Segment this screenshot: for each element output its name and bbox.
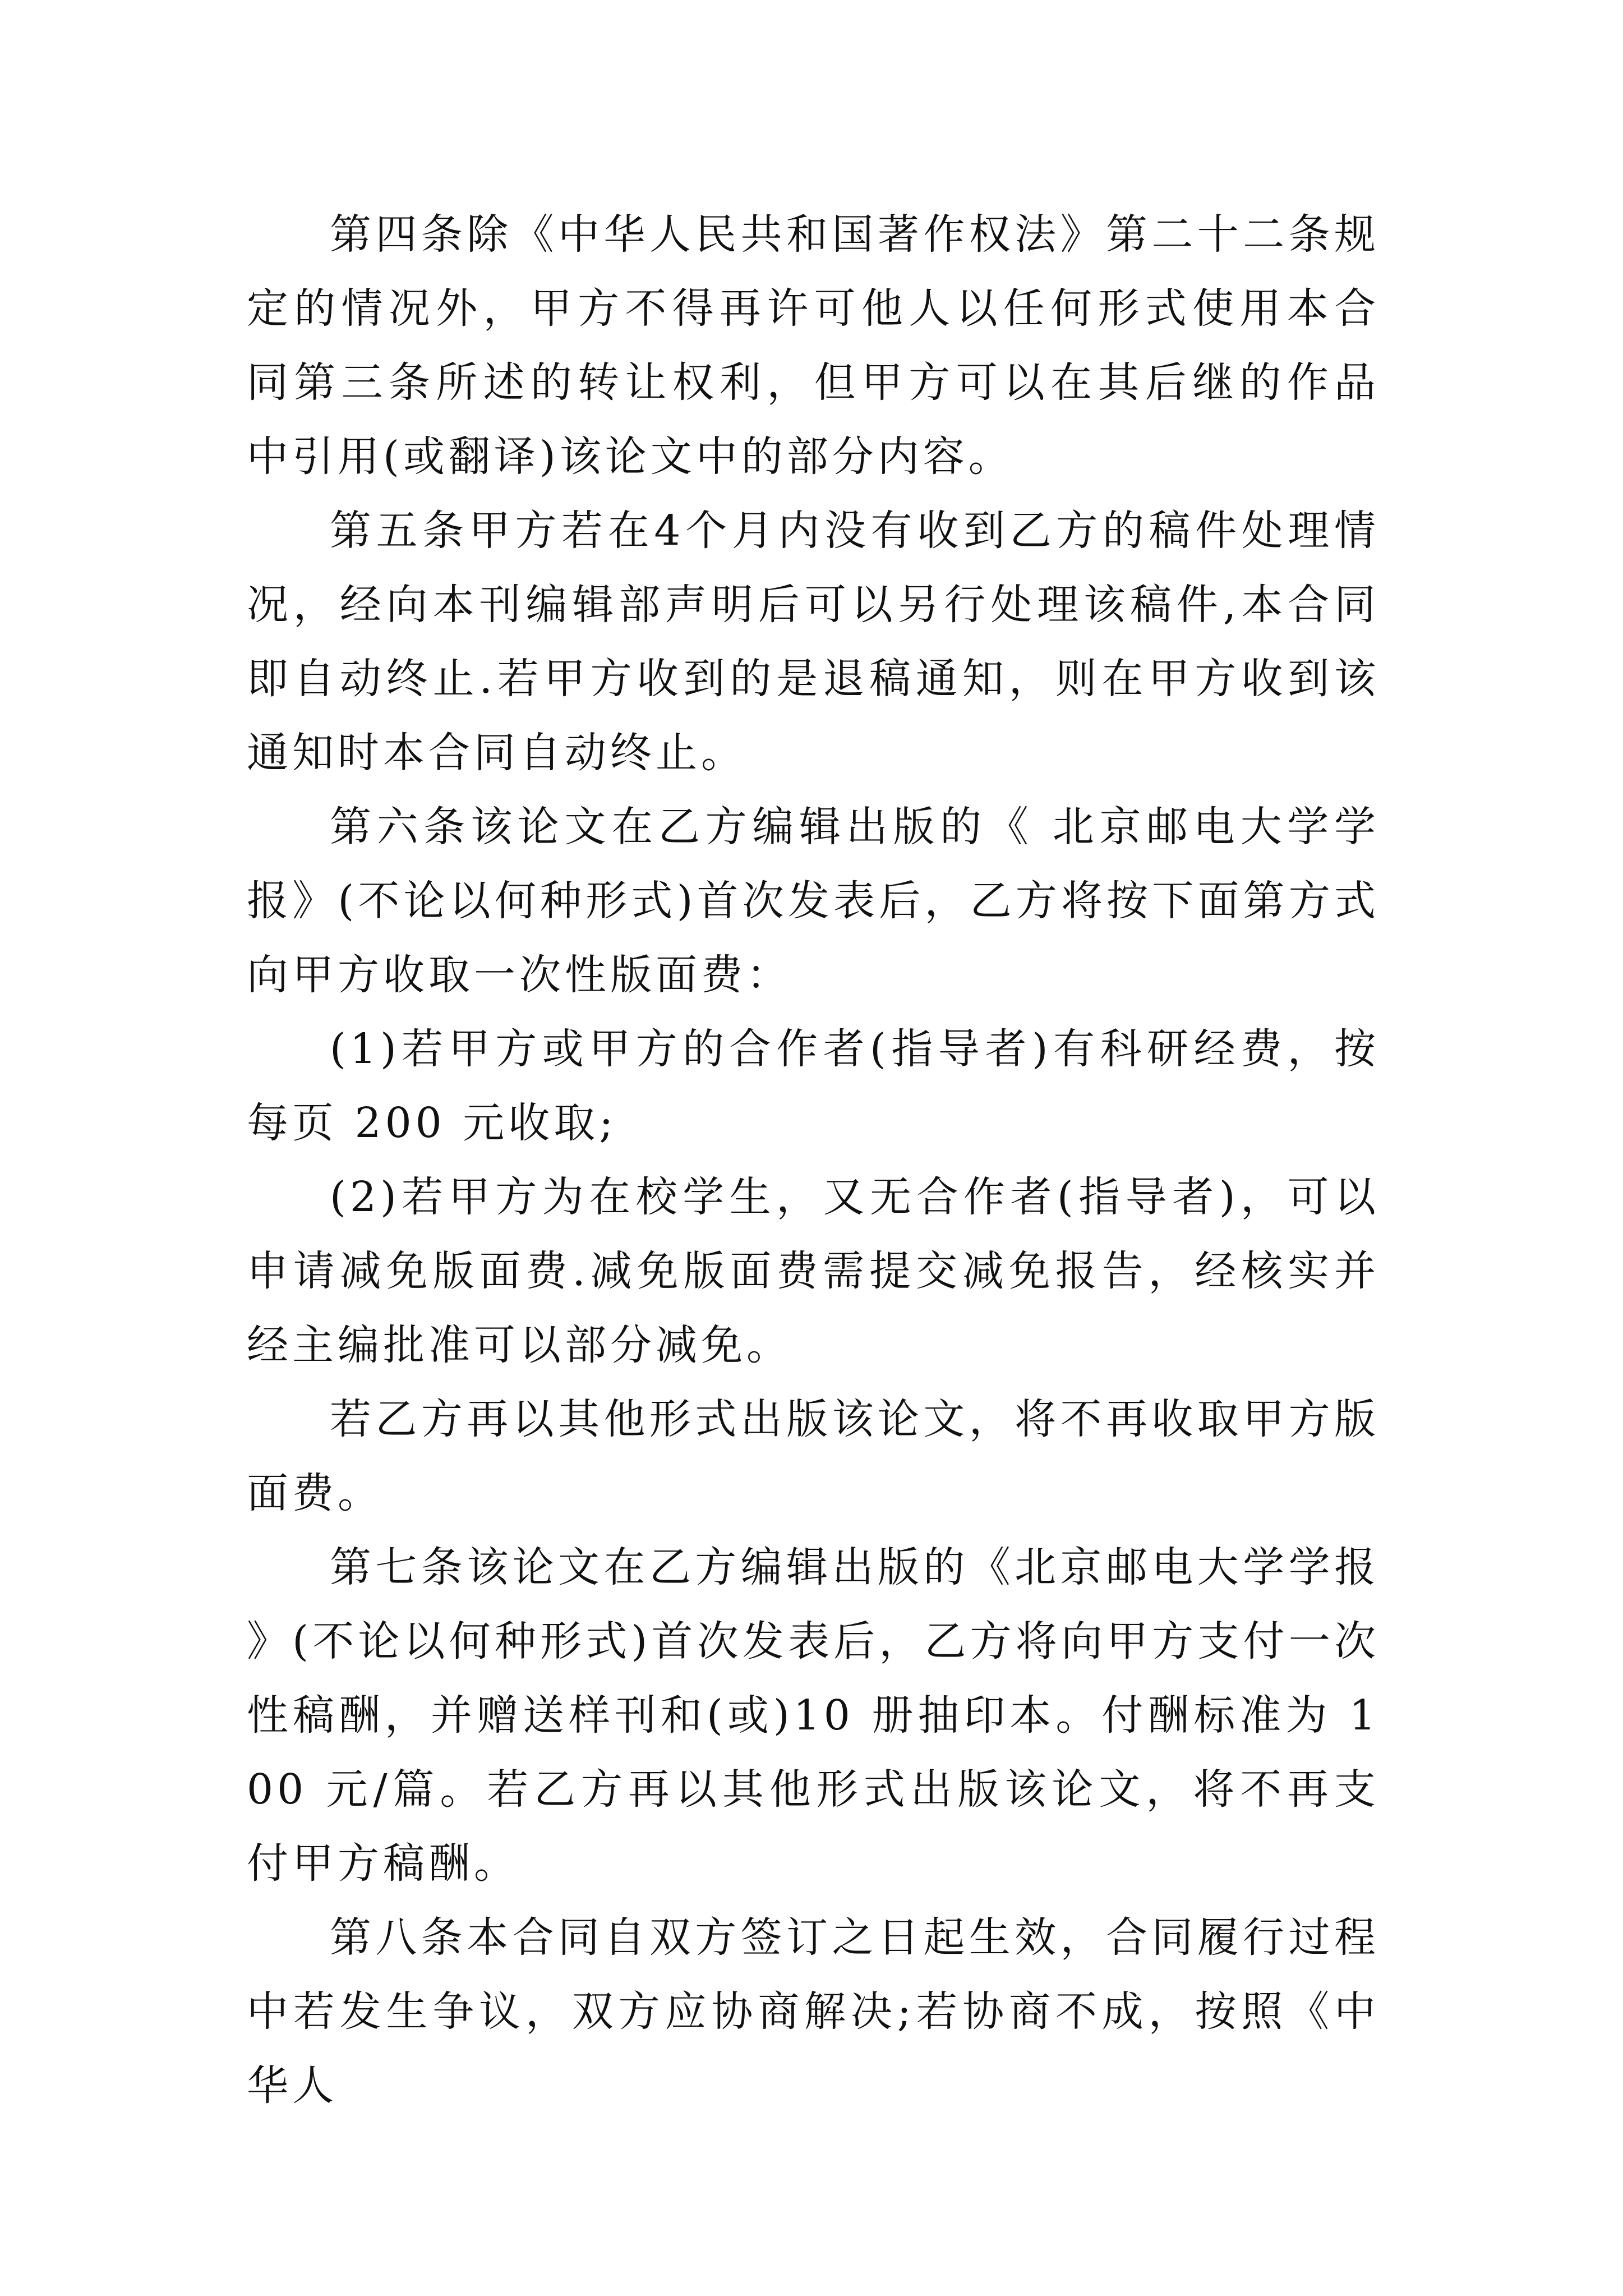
article-4-paragraph: 第四条除《中华人民共和国著作权法》第二十二条规定的情况外，甲方不得再许可他人以任何形式使用本合同第三条所述的转让权利，但甲方可以在其后继的作品中引用(或翻译)该论文中的部分内容。 [247, 210, 1380, 481]
article-6-item-1: (1)若甲方或甲方的合作者(指导者)有科研经费，按每页 200 元收取; [247, 1025, 1380, 1147]
article-8-paragraph: 第八条本合同自双方签订之日起生效，合同履行过程中若发生争议，双方应协商解决;若协商不成，按照《中华人 [247, 1913, 1380, 2110]
contract-body [247, 197, 1380, 2123]
article-6-item-2: (2)若甲方为在校学生，又无合作者(指导者)，可以申请减免版面费.减免版面费需提交减免报告，经核实并经主编批准可以部分减免。 [247, 1173, 1380, 1369]
article-5-paragraph: 第五条甲方若在4个月内没有收到乙方的稿件处理情况，经向本刊编辑部声明后可以另行处理该稿件,本合同即自动终止.若甲方收到的是退稿通知，则在甲方收到该通知时本合同自动终止。 [247, 507, 1380, 777]
article-7-paragraph: 第七条该论文在乙方编辑出版的《北京邮电大学学报》(不论以何种形式)首次发表后，乙方将向甲方支付一次性稿酬，并赠送样刊和(或)10 册抽印本。付酬标准为 100 元/篇。若乙方再以其他形式出版该论文，将不再支付甲方稿酬。 [247, 1543, 1380, 1888]
article-6-paragraph: 第六条该论文在乙方编辑出版的《 北京邮电大学学报》(不论以何种形式)首次发表后，乙方将按下面第方式向甲方收取一次性版面费： [247, 803, 1380, 999]
article-6-note: 若乙方再以其他形式出版该论文，将不再收取甲方版面费。 [247, 1395, 1380, 1517]
